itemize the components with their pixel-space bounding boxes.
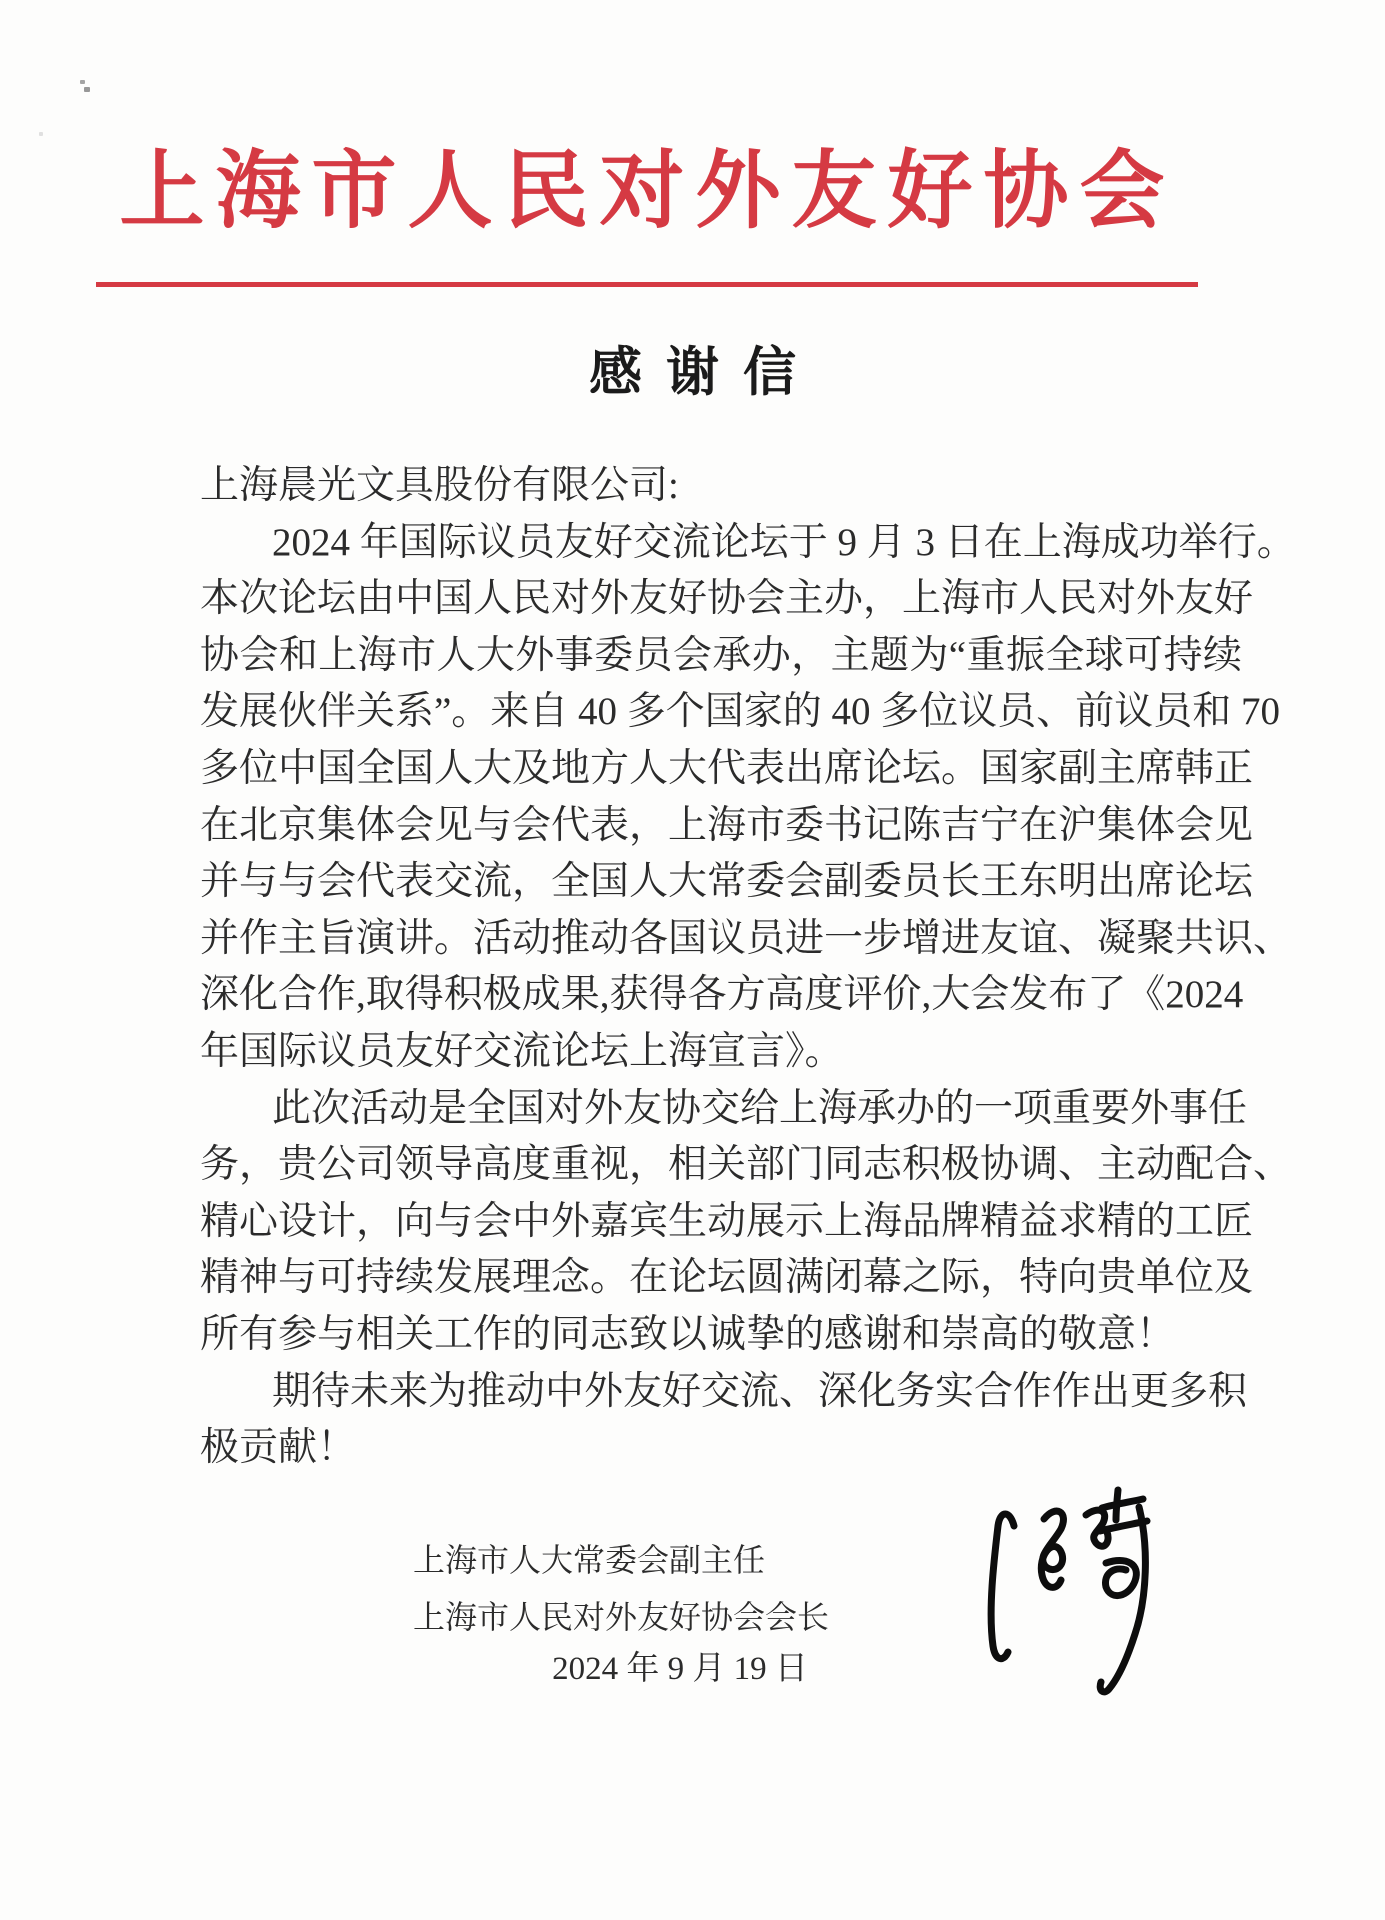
body-line: 务，贵公司领导高度重视，相关部门同志积极协调、主动配合、 xyxy=(200,1143,1293,1187)
salutation-line: 上海晨光文具股份有限公司: xyxy=(200,464,679,507)
body-line: 多位中国全国人大及地方人大代表出席论坛。国家副主席韩正 xyxy=(200,746,1254,790)
handwritten-signature xyxy=(958,1462,1158,1707)
signoff-title-line: 上海市人民对外友好协会会长 xyxy=(413,1599,830,1635)
body-line: 本次论坛由中国人民对外友好协会主办，上海市人民对外友好 xyxy=(200,577,1254,621)
body-line: 所有参与相关工作的同志致以诚挚的感谢和崇高的敬意！ xyxy=(200,1312,1176,1356)
letterhead-rule xyxy=(96,282,1198,287)
signoff-title-line: 上海市人大常委会副主任 xyxy=(413,1542,766,1578)
body-line: 深化合作,取得积极成果,获得各方高度评价,大会发布了《2024 xyxy=(200,973,1244,1017)
body-line: 2024 年国际议员友好交流论坛于 9 月 3 日在上海成功举行。 xyxy=(272,520,1296,564)
body-line: 发展伙伴关系”。来自 40 多个国家的 40 多位议员、前议员和 70 xyxy=(200,690,1281,734)
scan-speck xyxy=(84,87,90,92)
body-line: 此次活动是全国对外友协交给上海承办的一项重要外事任 xyxy=(272,1086,1248,1130)
body-line: 精心设计，向与会中外嘉宾生动展示上海品牌精益求精的工匠 xyxy=(200,1199,1254,1243)
body-line: 极贡献！ xyxy=(200,1426,357,1470)
scan-speck xyxy=(80,80,85,84)
body-line: 协会和上海市人大外事委员会承办，主题为“重振全球可持续 xyxy=(200,633,1242,677)
letter-body xyxy=(200,458,1296,1477)
letterhead-org-name: 上海市人民对外友好协会 xyxy=(119,145,1176,239)
body-line: 在北京集体会见与会代表，上海市委书记陈吉宁在沪集体会见 xyxy=(200,803,1254,847)
body-line: 精神与可持续发展理念。在论坛圆满闭幕之际，特向贵单位及 xyxy=(200,1256,1254,1300)
scan-speck xyxy=(39,132,43,136)
signoff-block xyxy=(413,1532,830,1646)
body-line: 期待未来为推动中外友好交流、深化务实合作作出更多积 xyxy=(272,1369,1248,1413)
signoff-date: 2024 年 9 月 19 日 xyxy=(552,1651,808,1687)
body-line: 年国际议员友好交流论坛上海宣言》。 xyxy=(200,1029,844,1073)
body-line: 并作主旨演讲。活动推动各国议员进一步增进友谊、凝聚共识、 xyxy=(200,916,1293,960)
document-title: 感谢信 xyxy=(589,344,820,402)
body-line: 并与与会代表交流，全国人大常委会副委员长王东明出席论坛 xyxy=(200,860,1254,904)
